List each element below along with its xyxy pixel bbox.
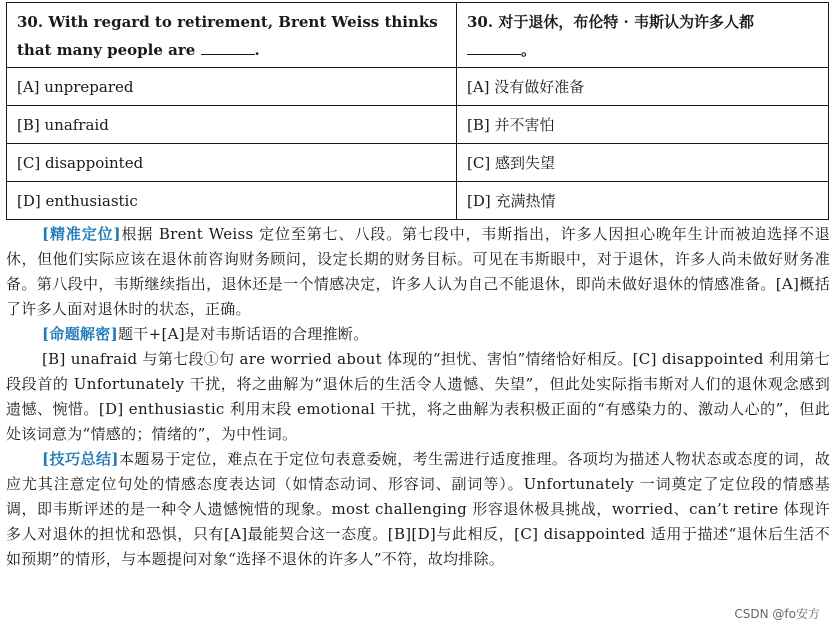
answer-blank bbox=[467, 40, 521, 55]
question-zh: 30. 对于退休，布伦特 · 韦斯认为许多人都 。 bbox=[457, 3, 829, 68]
option-row-c bbox=[7, 144, 829, 182]
option-en: [D] enthusiastic bbox=[7, 182, 457, 220]
question-table bbox=[6, 2, 829, 220]
option-en: [C] disappointed bbox=[7, 144, 457, 182]
analysis-section bbox=[6, 222, 830, 572]
option-en: [B] unafraid bbox=[7, 106, 457, 144]
section-tag: [命题解密] bbox=[42, 325, 118, 343]
analysis-paragraph bbox=[6, 322, 830, 347]
option-en: [A] unprepared bbox=[7, 68, 457, 106]
analysis-paragraph bbox=[6, 447, 830, 572]
paragraph-text: 根据 Brent Weiss 定位至第七、八段。第七段中，韦斯指出，许多人因担心晚年生计而被迫选择不退休，但他们实际应该在退休前咨询财务顾问，设定长期的财务目标。可见在韦斯眼中，对于退休，许多人尚未做好财务准备。第八段中，韦斯继续指出，退休还是一个情感决定，许多人认为自己不能退休，即尚未做好退休的情感准备。[A]概括了许多人面对退休时的状态，正确。 bbox=[6, 225, 830, 318]
question-row bbox=[7, 3, 829, 68]
paragraph-text: 本题易于定位，难点在于定位句表意委婉，考生需进行适度推理。各项均为描述人物状态或态度的词，故应尤其注意定位句处的情感态度表达词（如情态动词、形容词、副词等）。Unfortunately 一词奠定了定位段的情感基调，即韦斯评述的是一种令人遗憾惋惜的现象。most challenging 形容退休极具挑战，worried、can’t retire 体现许多人对退休的担忧和恐惧，只有[A]最能契合这一态度。[B][D]与此相反，[C] disappointed 适用于描述“退休后生活不如预期”的情形，与本题提问对象“选择不退休的许多人”不符，故均排除。 bbox=[6, 450, 830, 568]
option-row-a bbox=[7, 68, 829, 106]
analysis-paragraph bbox=[6, 347, 830, 447]
option-zh: [A] 没有做好准备 bbox=[457, 68, 829, 106]
option-zh: [C] 感到失望 bbox=[457, 144, 829, 182]
option-row-b bbox=[7, 106, 829, 144]
question-en: 30. With regard to retirement, Brent Weiss thinks that many people are . bbox=[7, 3, 457, 68]
option-zh: [D] 充满热情 bbox=[457, 182, 829, 220]
paragraph-text: 题干+[A]是对韦斯话语的合理推断。 bbox=[118, 325, 369, 343]
answer-blank bbox=[201, 40, 255, 55]
section-tag: [精准定位] bbox=[42, 225, 121, 243]
option-row-d bbox=[7, 182, 829, 220]
watermark: CSDN @fo安方 bbox=[734, 607, 820, 621]
analysis-paragraph bbox=[6, 222, 830, 322]
paragraph-text: [B] unafraid 与第七段①句 are worried about 体现的“担忧、害怕”情绪恰好相反。[C] disappointed 利用第七段段首的 Unfortunately 干扰，将之曲解为“退休后的生活令人遗憾、失望”，但此处实际指韦斯对人们的退休观念感到遗憾、惋惜。[D] enthusiastic 利用末段 emotional 干扰，将之曲解为表积极正面的“有感染力的、激动人心的”，但此处该词意为“情感的；情绪的”，为中性词。 bbox=[6, 350, 830, 443]
section-tag: [技巧总结] bbox=[42, 450, 119, 468]
option-zh: [B] 并不害怕 bbox=[457, 106, 829, 144]
